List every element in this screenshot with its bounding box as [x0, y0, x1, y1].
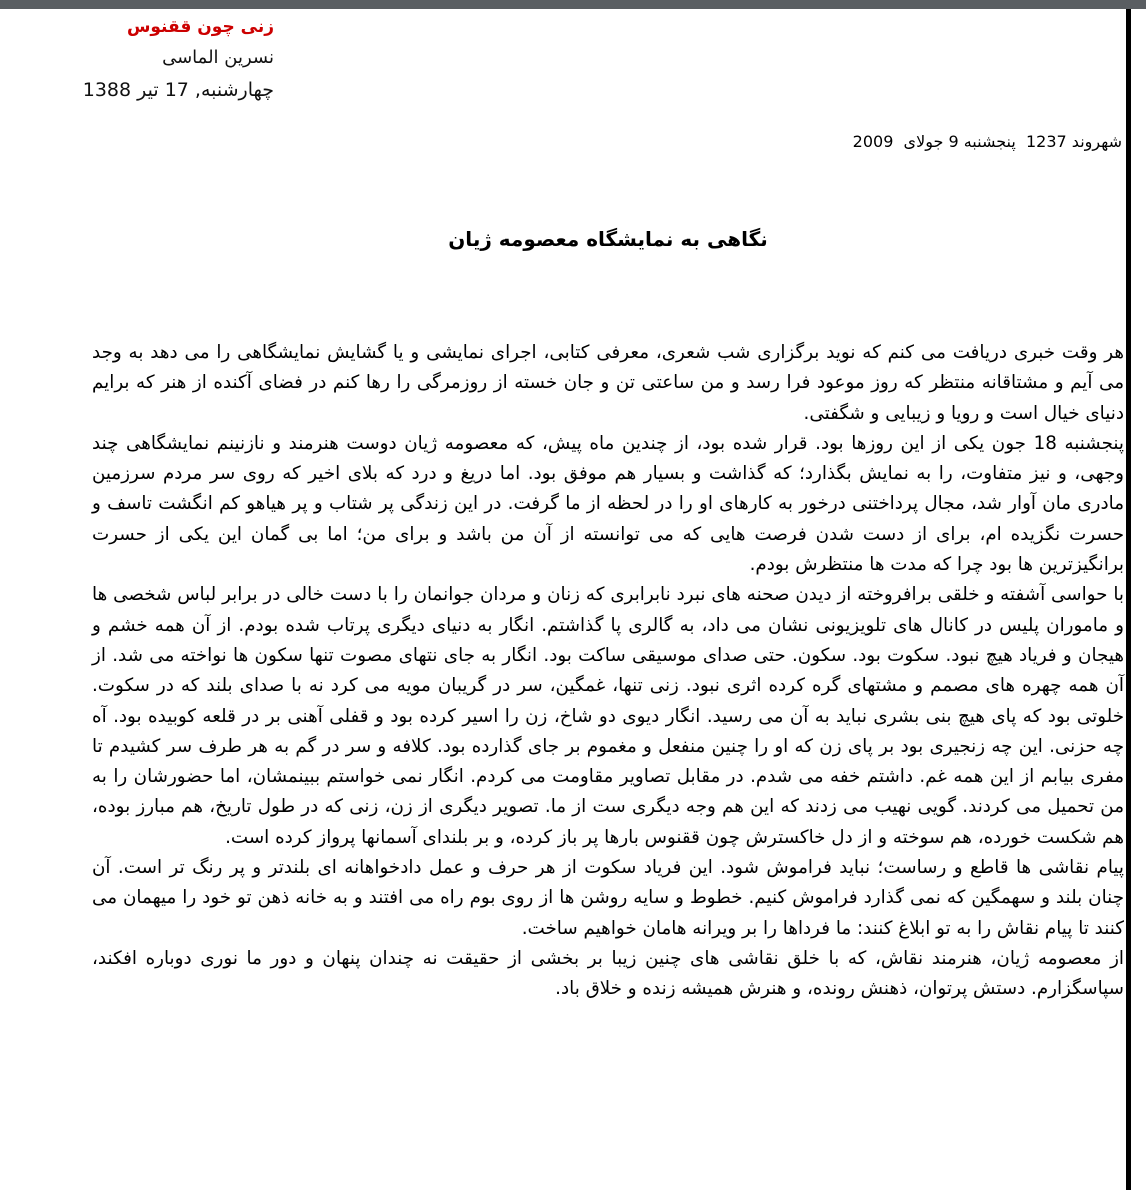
window-top-bar — [0, 0, 1146, 9]
article-paragraph: پنجشنبه 18 جون یکی از این روزها بود. قرار شده بود، از چندین ماه پیش، که معصومه ژیان دوست هنرمند و نازنینم نمایشگاهی چند وجهی، و نیز متفاوت، را به نمایش بگذارد؛ که گذاشت و بسیار هم موفق بود. اما دریغ و درد که بلای اخیر که روی سر مردم سرزمین مادری مان آوار شد، مجال پرداختنی درخور به کارهای او را در لحظه از ما گرفت. در این زندگی پر شتاب و پر هیاهو کم انگشت تاسف و حسرت نگزیده ام، برای از دست شدن فرصت هایی که می توانسته از آن من باشد و برای من؛ اما بی گمان این یکی از حسرت برانگیزترین ها بود چرا که مدت ها منتظرش بودم. — [92, 432, 1125, 576]
article-heading: نگاهی به نمایشگاه معصومه ژیان — [448, 227, 768, 251]
article-source: شهروند 1237 پنجشنبه 9 جولای 2009 — [852, 132, 1122, 151]
article-paragraph: پیام نقاشی ها قاطع و رساست؛ نباید فراموش شود. این فریاد سکوت از هر حرف و عمل دادخواهانه ای بلندتر و پر رنگ تر است. آن چنان بلند و سهمگین که نمی گذارد فراموش کنیم. خطوط و سایه روشن ها از روی بوم راه می افتند و به خانه ذهن تو خود را میهمان می کنند تا پیام نقاش را به تو ابلاغ کنند: ما فرداها را بر ویرانه هامان خواهیم ساخت. — [92, 857, 1124, 939]
article-paragraph: هر وقت خبری دریافت می کنم که نوید برگزاری شب شعری، معرفی کتابی، اجرای نمایشی و یا گشایش نمایشگاهی را می دهد به وجد می آیم و مشتاقانه منتظر که روز موعود فرا رسد و من ساعتی تن و جان خسته از روزمرگی را رها کنم در فضای آکنده از هنر که برایم دنیای خیال است و رویا و زیبایی و شگفتی. — [92, 342, 1124, 424]
article-body — [92, 338, 1124, 1005]
page-edge-rule — [1126, 9, 1131, 1190]
post-author: نسرین الماسی — [162, 47, 274, 68]
article-paragraph: از معصومه ژیان، هنرمند نقاش، که با خلق نقاشی های چنین زیبا بر بخشی از حقیقت نه چندان پنهان و دور ما نوری دوباره افکند، سپاسگزارم. دستش پرتوان، ذهنش رونده، و هنرش همیشه زنده و خلاق باد. — [92, 947, 1124, 1000]
post-title-link[interactable]: زنی چون ققنوس — [126, 17, 274, 37]
post-date: چهارشنبه, 17 تیر 1388 — [82, 79, 274, 101]
article-paragraph: با حواسی آشفته و خلقی برافروخته از دیدن صحنه های نبرد نابرابری که زنان و مردان جوانمان را با دست خالی در برابر لباس شخصی ها و ماموران پلیس در کانال های تلویزیونی نشان می داد، به گالری پا گذاشتم. انگار به دنیای دیگری پرتاب شده بودم. از آن همه خشم و هیجان و فریاد هیچ نبود. سکوت بود. سکون. حتی صدای موسیقی ساکت بود. انگار به جای نتهای مصوت تنها سکون ها نواخته می شد. از آن همه چهره های مصمم و مشتهای گره کرده اثری نبود. زنی تنها، غمگین، سر در گریبان مویه می کرد نه با صدای بلند که در سکوت. خلوتی بود که پای هیچ بنی بشری نباید به آن می رسید. انگار دیوی دو شاخ، زن را اسیر کرده بود و قفلی آهنی بر در قلعه کوبیده بود. آه چه حزنی. این چه زنجیری بود بر پای زن که او را چنین منفعل و مغموم بر جای گذارده بود. کلافه و سر در گم به هر طرف سر کشیدم تا مفری بیابم از این همه غم. داشتم خفه می شدم. در مقابل تصاویر مقاومت می کردم. انگار نمی خواستم ببینمشان، اما حضورشان را به من تحمیل می کردند. گویی نهیب می زدند که این هم وجه دیگری ست از ما. تصویر دیگری از زن، زنی که در طول تاریخ، هم مبارز بوده، هم شکست خورده، هم سوخته و از دل خاکسترش چون ققنوس بارها پر باز کرده، و بر بلندای آسمانها پرواز کرده است. — [92, 584, 1124, 848]
post-header — [40, 12, 274, 106]
